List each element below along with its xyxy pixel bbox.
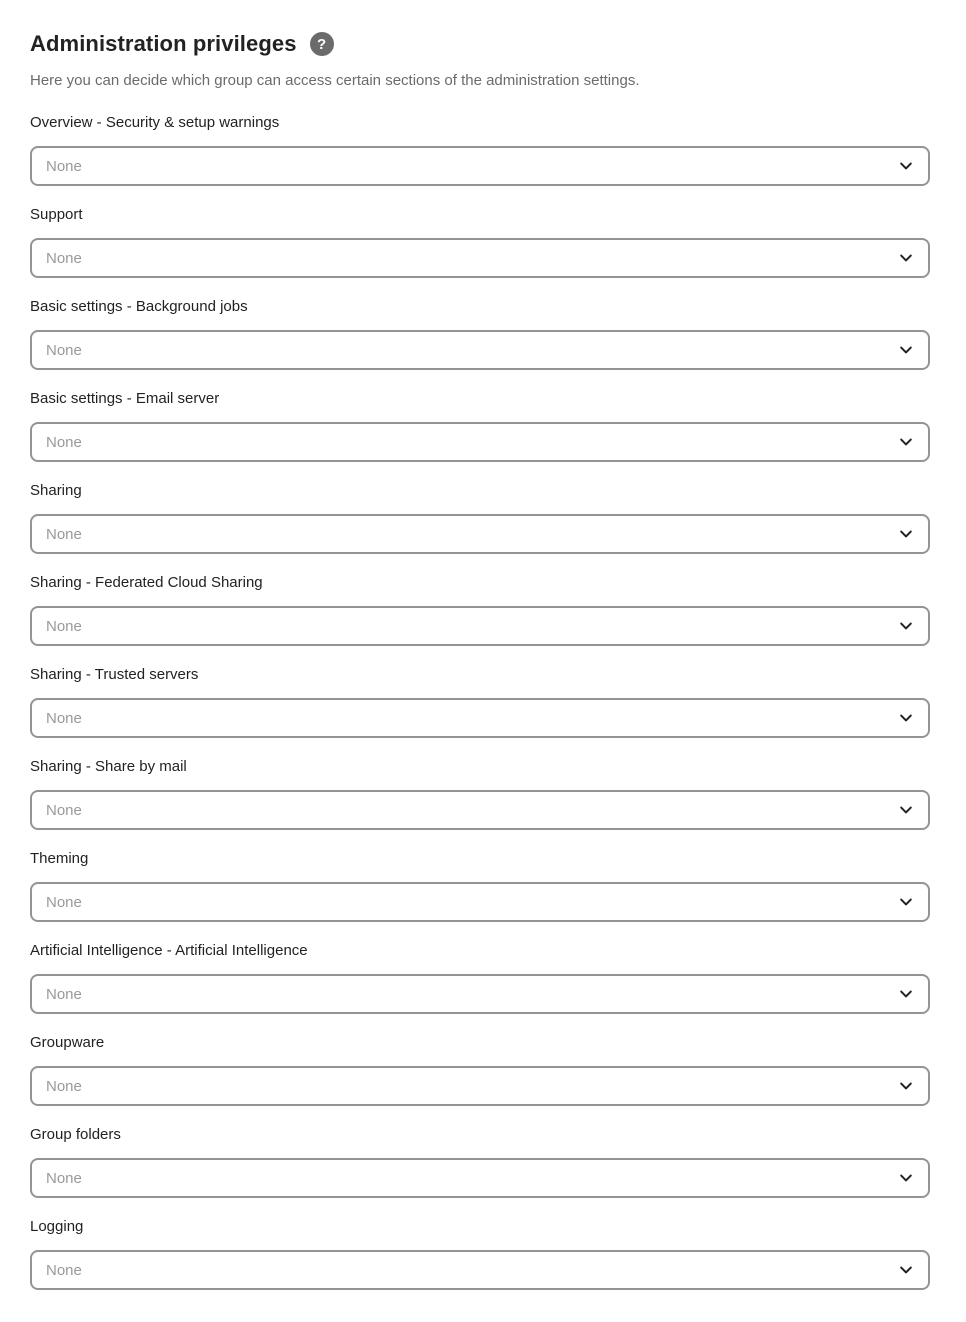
select-value: None — [46, 801, 82, 819]
field-label: Support — [30, 206, 83, 223]
group-select[interactable] — [30, 1066, 930, 1106]
select-value: None — [46, 341, 82, 359]
group-select[interactable] — [30, 514, 930, 554]
select-value: None — [46, 157, 82, 175]
field-group — [30, 572, 930, 646]
field-label: Logging — [30, 1218, 84, 1235]
chevron-down-icon — [898, 342, 914, 358]
field-label: Overview - Security & setup warnings — [30, 114, 280, 131]
group-select[interactable] — [30, 1250, 930, 1290]
group-select[interactable] — [30, 146, 930, 186]
field-group — [30, 1124, 930, 1198]
field-label: Group folders — [30, 1126, 121, 1143]
field-group — [30, 480, 930, 554]
field-group — [30, 388, 930, 462]
field-group — [30, 204, 930, 278]
select-value: None — [46, 1169, 82, 1187]
field-group — [30, 940, 930, 1014]
group-select[interactable] — [30, 1158, 930, 1198]
select-value: None — [46, 893, 82, 911]
field-group — [30, 1032, 930, 1106]
page-header — [30, 31, 930, 57]
field-label: Basic settings - Email server — [30, 390, 220, 407]
field-label: Sharing - Federated Cloud Sharing — [30, 574, 263, 591]
chevron-down-icon — [898, 1170, 914, 1186]
field-label: Artificial Intelligence - Artificial Intelligence — [30, 942, 308, 959]
group-select[interactable] — [30, 698, 930, 738]
field-group — [30, 664, 930, 738]
select-value: None — [46, 617, 82, 635]
field-group — [30, 112, 930, 186]
page-title: Administration privileges — [30, 31, 297, 56]
field-label: Theming — [30, 850, 89, 867]
chevron-down-icon — [898, 250, 914, 266]
chevron-down-icon — [898, 1262, 914, 1278]
privilege-fields-list — [30, 112, 930, 1290]
chevron-down-icon — [898, 986, 914, 1002]
select-value: None — [46, 249, 82, 267]
group-select[interactable] — [30, 606, 930, 646]
group-select[interactable] — [30, 238, 930, 278]
field-group — [30, 1216, 930, 1290]
group-select[interactable] — [30, 330, 930, 370]
field-label: Basic settings - Background jobs — [30, 298, 248, 315]
chevron-down-icon — [898, 1078, 914, 1094]
field-group — [30, 296, 930, 370]
page-description: Here you can decide which group can access certain sections of the administration settings. — [30, 72, 640, 89]
select-value: None — [46, 1077, 82, 1095]
field-label: Sharing - Trusted servers — [30, 666, 199, 683]
field-label: Sharing — [30, 482, 82, 499]
field-group — [30, 756, 930, 830]
select-value: None — [46, 985, 82, 1003]
select-value: None — [46, 525, 82, 543]
chevron-down-icon — [898, 894, 914, 910]
select-value: None — [46, 433, 82, 451]
help-icon[interactable]: ? — [310, 32, 334, 56]
chevron-down-icon — [898, 158, 914, 174]
chevron-down-icon — [898, 434, 914, 450]
group-select[interactable] — [30, 882, 930, 922]
select-value: None — [46, 709, 82, 727]
chevron-down-icon — [898, 526, 914, 542]
field-group — [30, 848, 930, 922]
chevron-down-icon — [898, 710, 914, 726]
chevron-down-icon — [898, 802, 914, 818]
select-value: None — [46, 1261, 82, 1279]
group-select[interactable] — [30, 974, 930, 1014]
field-label: Sharing - Share by mail — [30, 758, 187, 775]
field-label: Groupware — [30, 1034, 105, 1051]
group-select[interactable] — [30, 790, 930, 830]
chevron-down-icon — [898, 618, 914, 634]
group-select[interactable] — [30, 422, 930, 462]
